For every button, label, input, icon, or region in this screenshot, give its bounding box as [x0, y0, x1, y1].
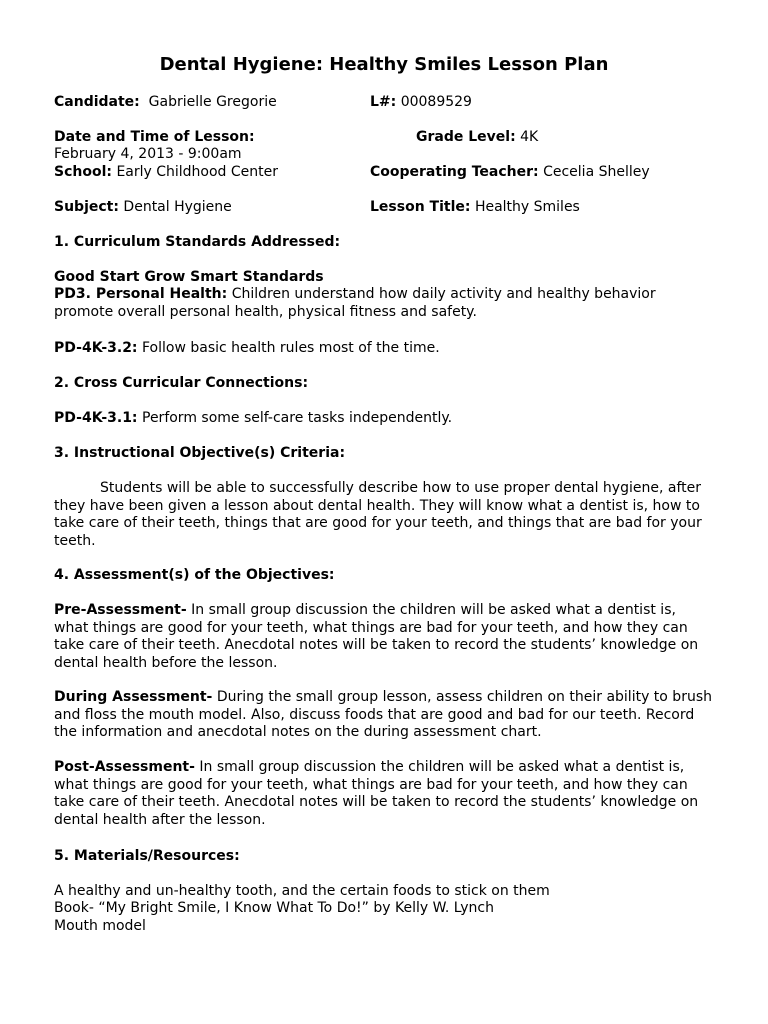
- during-assessment-paragraph: [54, 689, 714, 742]
- lesson-title-field: [370, 199, 580, 217]
- teacher-label: Cooperating Teacher:: [370, 164, 539, 180]
- lnum-label: L#:: [370, 94, 397, 110]
- subject-field: [54, 199, 232, 217]
- section-heading-curriculum: 1. Curriculum Standards Addressed:: [54, 234, 341, 250]
- subject-label: Subject:: [54, 199, 119, 215]
- during-assessment-text: During the small group lesson, assess children on their ability to brush and floss the mouth model. Also, discuss foods that are good and bad for our teeth. Record the information and anecdotal notes on the during assessment chart.: [54, 689, 712, 740]
- post-assessment-text: In small group discussion the children will be asked what a dentist is, what things are good for your teeth, what things are bad for your teeth, and how they can take care of their teeth. Anecdotal notes will be taken to record the students’ knowledge on dental health after the lesson.: [54, 759, 699, 828]
- school-field: [54, 164, 278, 182]
- section-heading-cross-curricular: 2. Cross Curricular Connections:: [54, 375, 309, 391]
- post-assessment-label: Post-Assessment-: [54, 759, 195, 775]
- grade-value: 4K: [520, 129, 539, 145]
- pd3-text: Children understand how daily activity and healthy behavior promote overall personal health, physical fitness and safety.: [54, 286, 656, 320]
- teacher-field: [370, 164, 650, 182]
- pre-assessment-text: In small group discussion the children will be asked what a dentist is, what things are good for your teeth, what things are bad for your teeth, and how they can take care of their teeth. Anecdotal notes will be taken to record the students’ knowledge on dental health before the lesson.: [54, 602, 699, 671]
- lnum-field: [370, 94, 472, 112]
- date-label-text: Date and Time of Lesson:: [54, 129, 255, 145]
- pd3-label: PD3. Personal Health:: [54, 286, 228, 302]
- lesson-title-value: Healthy Smiles: [474, 199, 580, 215]
- materials-item: Mouth model: [54, 918, 146, 934]
- during-assessment-label: During Assessment-: [54, 689, 213, 705]
- lnum-value: 00089529: [400, 94, 472, 110]
- objectives-paragraph: Students will be able to successfully describe how to use proper dental hygiene, after they have been given a lesson about dental health. They will know what a dentist is, how to take care of their teeth, things that are good for your teeth, and things that are bad for your teeth.: [54, 480, 702, 549]
- pd432-label: PD-4K-3.2:: [54, 340, 138, 356]
- post-assessment-paragraph: [54, 759, 714, 829]
- teacher-value: Cecelia Shelley: [543, 164, 650, 180]
- standards-subheading: Good Start Grow Smart Standards: [54, 269, 324, 285]
- pd432-text: Follow basic health rules most of the time.: [142, 340, 440, 356]
- candidate-field: [54, 94, 277, 112]
- date-value: February 4, 2013 - 9:00am: [54, 146, 242, 162]
- materials-item: A healthy and un-healthy tooth, and the certain foods to stick on them: [54, 883, 550, 899]
- section-heading-objectives: 3. Instructional Objective(s) Criteria:: [54, 445, 346, 461]
- section-heading-materials: 5. Materials/Resources:: [54, 848, 240, 864]
- standard-pd3: [54, 286, 714, 321]
- pre-assessment-paragraph: [54, 602, 714, 672]
- grade-label: Grade Level:: [416, 129, 516, 145]
- subject-value: Dental Hygiene: [123, 199, 232, 215]
- date-label: [54, 129, 255, 147]
- pd431-text: Perform some self-care tasks independently.: [142, 410, 453, 426]
- standard-pd-4k-3-1: [54, 410, 452, 428]
- page-title: Dental Hygiene: Healthy Smiles Lesson Plan: [159, 54, 609, 75]
- standard-pd-4k-3-2: [54, 340, 440, 358]
- school-label: School:: [54, 164, 112, 180]
- pre-assessment-label: Pre-Assessment-: [54, 602, 187, 618]
- grade-field: [416, 129, 538, 147]
- candidate-value: Gabrielle Gregorie: [148, 94, 277, 110]
- candidate-label: Candidate:: [54, 94, 140, 110]
- materials-item: Book- “My Bright Smile, I Know What To Do!” by Kelly W. Lynch: [54, 900, 494, 916]
- lesson-title-label: Lesson Title:: [370, 199, 471, 215]
- pd431-label: PD-4K-3.1:: [54, 410, 138, 426]
- school-value: Early Childhood Center: [116, 164, 279, 180]
- section-heading-assessment: 4. Assessment(s) of the Objectives:: [54, 567, 335, 583]
